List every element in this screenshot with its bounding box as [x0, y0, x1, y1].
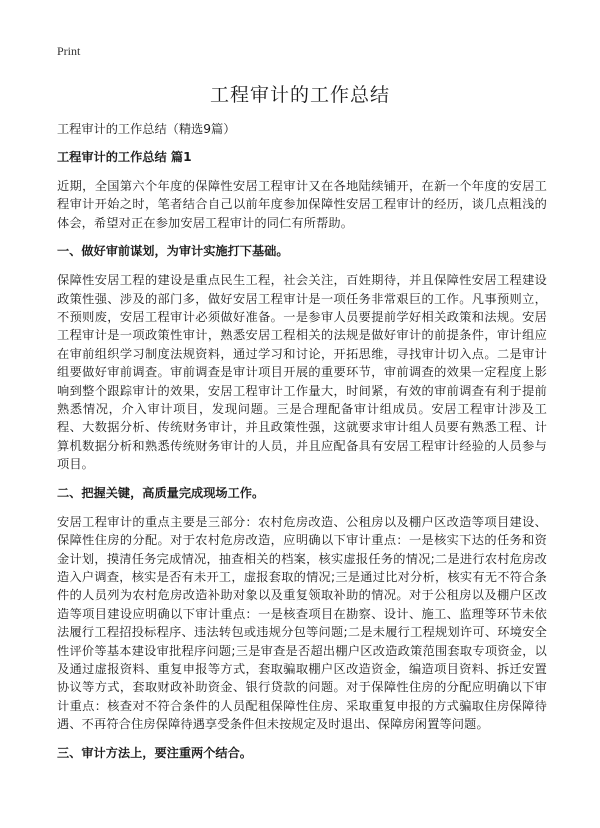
section-heading-2: 二、把握关键，高质量完成现场工作。 [57, 485, 265, 500]
intro-paragraph: 近期，全国第六个年度的保障性安居工程审计又在各地陆续铺开，在新一个年度的安居工程审计开始之时，笔者结合自己以前年度参加保障性安居工程审计的经历，谈几点粗浅的体会，希望对正在参加安居工程审计的同仁有所帮助。 [57, 179, 547, 230]
section-heading-1: 一、做好审前谋划，为审计实施打下基础。 [57, 244, 289, 259]
document-body [57, 121, 547, 773]
section-paragraph-1: 保障性安居工程的建设是重点民生工程，社会关注，百姓期待，并且保障性安居工程建设政策性强、涉及的部门多，做好安居工程审计是一项任务非常艰巨的工作。凡事预则立，不预则废，安居工程审计必须做好准备。一是参审人员要提前学好相关政策和法规。安居工程审计是一项政策性审计，熟悉安居工程相关的法规是做好审计的前提条件，审计组应在审前组织学习制度法规资料，通过学习和讨论，开拓思维，寻找审计切入点。二是审计组要做好审前调查。审前调查是审计项目开展的重要环节，审前调查的效果一定程度上影响到整个跟踪审计的效果，安居工程审计工作量大，时间紧，有效的审前调查有利于提前熟悉情况，介入审计项目，发现问题。三是合理配备审计组成员。安居工程审计涉及工程、大数据分析、传统财务审计，并且政策性强，这就要求审计组人员要有熟悉工程、计算机数据分析和熟悉传统财务审计的人员，并且应配备具有安居工程审计经验的人员参与项目。 [57, 273, 547, 472]
page-title: 工程审计的工作总结 [209, 84, 390, 106]
section-paragraph-2: 安居工程审计的重点主要是三部分：农村危房改造、公租房以及棚户区改造等项目建设、保障性住房的分配。对于农村危房改造，应明确以下审计重点：一是核实下达的任务和资金计划，摸清任务完成情况，抽查相关的档案，核实虚报任务的情况;二是进行农村危房改造入户调查，核实是否有未开工，虚报套取的情况;三是通过比对分析，核实有无不符合条件的人员列为农村危房改造补助对象以及重复领取补助的情况。对于公租房以及棚户区改造等项目建设应明确以下审计重点：一是核查项目在勘察、设计、施工、监理等环节未依法履行工程招投标程序、违法转包或违规分包等问题;二是未履行工程规划许可、环境安全性评价等基本建设审批程序问题;三是审查是否超出棚户区改造政策范围套取专项资金，以及通过虚报资料、重复申报等方式，套取骗取棚户区改造资金，编造项目资料、拆迁安置协议等方式，套取财政补助资金、银行贷款的问题。对于保障性住房的分配应明确以下审计重点：核查对不符合条件的人员配租保障性住房、采取重复申报的方式骗取住房保障待遇、不再符合住房保障待遇享受条件但未按规定及时退出、保障房闲置等问题。 [57, 514, 547, 732]
document-subtitle: 工程审计的工作总结（精选9篇） [57, 122, 236, 136]
print-link[interactable]: Print [57, 44, 81, 58]
section-heading-3: 三、审计方法上，要注重两个结合。 [57, 745, 252, 760]
part-heading: 工程审计的工作总结 篇1 [57, 150, 192, 164]
